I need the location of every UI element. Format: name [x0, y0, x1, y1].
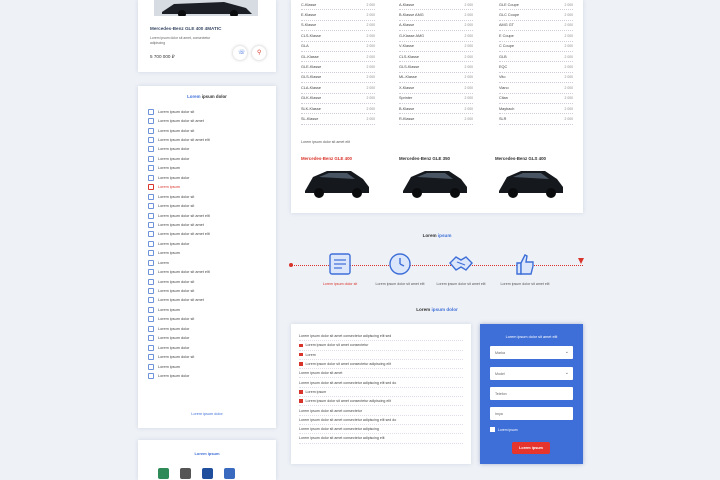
- offer-card[interactable]: [399, 156, 479, 199]
- model-row[interactable]: [399, 42, 473, 52]
- brand-select[interactable]: [490, 346, 573, 359]
- text-line: [299, 332, 463, 341]
- model-select[interactable]: [490, 367, 573, 380]
- clock-icon: [387, 251, 413, 277]
- car-info: Lorem ipsum dolor sit amet, consectetur adipiscing: [150, 36, 211, 45]
- text-line-content: Lorem ipsum dolor sit amet consectetur adipiscing elit sed do: [299, 380, 397, 385]
- sidebar-item-label: Lorem ipsum dolor sit: [158, 204, 195, 209]
- sidebar-item[interactable]: [148, 267, 210, 276]
- service-icon: [148, 156, 154, 162]
- model-row[interactable]: [399, 52, 473, 62]
- text-line-content: Lorem ipsum dolor sit amet consectetur: [299, 408, 362, 413]
- model-price: 2 000: [564, 96, 573, 101]
- sidebar-item[interactable]: [148, 116, 210, 125]
- model-row[interactable]: [499, 73, 573, 83]
- sidebar-item-label: Lorem ipsum dolor sit: [158, 128, 195, 133]
- sidebar-item-label: Lorem ipsum dolor: [158, 147, 190, 152]
- model-price: 2 000: [464, 75, 473, 80]
- sidebar-item[interactable]: [148, 258, 210, 267]
- service-icon: [148, 354, 154, 360]
- model-row[interactable]: [399, 10, 473, 20]
- models-column: [499, 0, 573, 125]
- text-line: [299, 388, 463, 397]
- sidebar-item[interactable]: [148, 230, 210, 239]
- service-icon: [148, 269, 154, 275]
- model-name: GLA: [301, 44, 309, 49]
- model-price: 2 000: [366, 44, 375, 49]
- text-line-content: Lorem ipsum dolor sit amet consectetur adipiscing: [299, 427, 379, 432]
- steps-title: [291, 233, 583, 238]
- sidebar-item-label: Lorem ipsum dolor sit amet: [158, 298, 204, 303]
- sidebar-item[interactable]: [148, 352, 210, 361]
- sidebar-item-label: Lorem ipsum dolor sit amet elit: [158, 232, 210, 237]
- model-name: R-Klasse: [399, 116, 415, 121]
- call-button[interactable]: [233, 46, 247, 60]
- model-name: AMG GT: [499, 23, 514, 28]
- offer-card[interactable]: [301, 156, 381, 199]
- sidebar-item[interactable]: [148, 343, 210, 352]
- model-price: 2 000: [366, 65, 375, 70]
- model-name: E Coupe: [499, 33, 514, 38]
- model-name: GLB: [499, 54, 507, 59]
- sidebar-item-label: Lorem ipsum dolor: [158, 373, 190, 378]
- bullet-icon: [299, 344, 303, 348]
- text-line-content: Lorem ipsum: [305, 389, 327, 394]
- model-name: GLS-Klasse: [301, 75, 322, 80]
- model-name: GLS-Klasse: [399, 65, 420, 70]
- model-row[interactable]: [399, 62, 473, 72]
- sidebar-item[interactable]: [148, 126, 210, 135]
- offer-card[interactable]: [495, 156, 575, 199]
- model-row[interactable]: [499, 114, 573, 124]
- service-icon: [148, 146, 154, 152]
- model-name: CLS-Klasse: [399, 54, 420, 59]
- request-form: [480, 324, 583, 464]
- offer-name: Mercedes-Benz GLE 400: [301, 156, 353, 161]
- steps-title-accent: ipsum: [437, 233, 452, 238]
- chevron-down-icon: ⌄: [564, 349, 569, 355]
- sidebar-item-label: Lorem ipsum dolor sit: [158, 317, 195, 322]
- name-input[interactable]: [490, 407, 573, 420]
- sidebar-item[interactable]: [148, 305, 210, 314]
- sidebar-item-label: Lorem ipsum dolor: [158, 326, 190, 331]
- model-row[interactable]: [499, 10, 573, 20]
- text-line-content: Lorem: [305, 352, 316, 357]
- sidebar-item-label: Lorem: [158, 260, 169, 265]
- model-row[interactable]: [301, 52, 375, 62]
- checkbox-box[interactable]: [490, 427, 495, 432]
- sidebar-item[interactable]: [148, 211, 210, 220]
- service-icon: [148, 137, 154, 143]
- step-text: Lorem ipsum dolor sit: [322, 282, 358, 286]
- service-icon: [148, 260, 154, 266]
- model-row[interactable]: [499, 42, 573, 52]
- text-line-content: Lorem ipsum dolor sit amet: [299, 371, 343, 376]
- model-row[interactable]: [301, 94, 375, 104]
- step-text: Lorem ipsum dolor sit amet elit: [436, 282, 486, 286]
- text-line-content: Lorem ipsum dolor sit amet consectetur adipiscing elit: [299, 436, 385, 441]
- compare-title: Lorem ipsum dolor sit amet elit: [301, 140, 350, 144]
- step-item: [365, 251, 435, 287]
- model-price: 2 000: [464, 65, 473, 70]
- sidebar-item[interactable]: [148, 362, 210, 371]
- model-row[interactable]: [499, 62, 573, 72]
- model-price: 2 000: [564, 2, 573, 7]
- sidebar-item[interactable]: [148, 286, 210, 295]
- model-row[interactable]: [399, 31, 473, 41]
- brands-panel: [138, 440, 276, 480]
- models-column: [399, 0, 473, 125]
- model-row[interactable]: [301, 114, 375, 124]
- offer-name: Mercedes-Benz GLS 400: [495, 156, 547, 161]
- model-name: C Coupe: [499, 44, 514, 49]
- model-row[interactable]: [399, 0, 473, 10]
- document-icon: [327, 251, 353, 277]
- sidebar-item-label: Lorem ipsum dolor: [158, 345, 190, 350]
- car-card: [138, 0, 276, 72]
- brand-logo[interactable]: [202, 468, 213, 479]
- sidebar-item[interactable]: [148, 183, 210, 192]
- bottom-title: [291, 307, 583, 312]
- service-icon: [148, 128, 154, 134]
- text-line-content: Lorem ipsum dolor sit amet consectetur adipiscing elit sed: [299, 334, 392, 339]
- map-button[interactable]: [252, 46, 266, 60]
- text-line: [299, 425, 463, 434]
- models-column: [301, 0, 375, 125]
- model-price: 2 000: [366, 96, 375, 101]
- service-icon: [148, 316, 154, 322]
- offer-name: Mercedes-Benz GLE 350: [399, 156, 451, 161]
- sidebar-list: [148, 107, 210, 381]
- bottom-title-accent: ipsum dolor: [431, 307, 458, 312]
- model-price: 2 000: [366, 106, 375, 111]
- sidebar-item[interactable]: [148, 249, 210, 258]
- sidebar-item-label: Lorem ipsum dolor: [158, 175, 190, 180]
- model-name: B-Klasse: [399, 106, 415, 111]
- phone-icon: ☏: [238, 50, 246, 56]
- bottom-title-text: Lorem: [416, 307, 431, 312]
- checkbox-label: Lorem ipsum: [498, 427, 518, 432]
- model-name: B-Klasse AMG: [399, 13, 424, 18]
- model-name: GLK-Klasse: [301, 96, 322, 101]
- model-price: 2 000: [366, 33, 375, 38]
- model-select-value: Model: [495, 371, 505, 376]
- sidebar-heading: [138, 94, 276, 99]
- offer-car-image: [495, 165, 567, 199]
- sidebar-item-label: Lorem ipsum: [158, 364, 180, 369]
- steps-line-start-dot: [289, 263, 293, 267]
- sidebar-item-label: Lorem ipsum: [158, 251, 180, 256]
- model-name: X-Klasse: [399, 85, 415, 90]
- thumbs-up-icon: [512, 251, 538, 277]
- model-price: 2 000: [564, 106, 573, 111]
- sidebar-item-label: Lorem ipsum: [158, 185, 180, 190]
- model-name: CLS-Klasse: [301, 33, 322, 38]
- services-sidebar: [138, 86, 276, 428]
- consent-checkbox[interactable]: [490, 427, 518, 432]
- offer-car-image: [399, 165, 471, 199]
- model-price: 2 000: [464, 106, 473, 111]
- service-icon: [148, 364, 154, 370]
- sidebar-more-link[interactable]: Lorem ipsum dolor: [191, 412, 223, 416]
- service-icon: [148, 213, 154, 219]
- text-line: [299, 360, 463, 369]
- model-price: 2 000: [366, 54, 375, 59]
- model-name: GLE Coupe: [499, 2, 519, 7]
- models-panel: [291, 0, 583, 213]
- model-price: 2 000: [564, 65, 573, 70]
- model-price: 2 000: [564, 44, 573, 49]
- model-row[interactable]: [499, 52, 573, 62]
- sidebar-item-label: Lorem ipsum dolor sit: [158, 194, 195, 199]
- model-price: 2 000: [564, 23, 573, 28]
- model-row[interactable]: [499, 104, 573, 114]
- service-icon: [148, 288, 154, 294]
- model-row[interactable]: [399, 114, 473, 124]
- model-name: A-Klasse: [399, 23, 415, 28]
- location-icon: ⚲: [257, 50, 262, 56]
- brand-logo[interactable]: [158, 468, 169, 479]
- model-price: 2 000: [564, 85, 573, 90]
- service-icon: [148, 297, 154, 303]
- model-name: Sprinter: [399, 96, 413, 101]
- model-price: 2 000: [366, 2, 375, 7]
- model-price: 2 000: [464, 44, 473, 49]
- model-name: Maybach: [499, 106, 515, 111]
- service-icon: [148, 222, 154, 228]
- sidebar-item[interactable]: [148, 277, 210, 286]
- model-price: 2 000: [564, 75, 573, 80]
- sidebar-item[interactable]: [148, 296, 210, 305]
- service-icon: [148, 241, 154, 247]
- steps-line-end-marker: [578, 258, 584, 264]
- sidebar-item[interactable]: [148, 192, 210, 201]
- steps-title-text: Lorem: [422, 233, 437, 238]
- form-title: Lorem ipsum dolor sit amet elit: [505, 335, 558, 339]
- sidebar-item-label: Lorem ipsum dolor sit amet: [158, 222, 204, 227]
- handshake-icon: [448, 251, 474, 277]
- step-item: [490, 251, 560, 287]
- text-line-content: Lorem ipsum dolor sit amet consectetur adipiscing elit sed do: [299, 417, 397, 422]
- text-line: [299, 416, 463, 425]
- bullet-icon: [299, 399, 303, 403]
- text-line: [299, 369, 463, 378]
- service-icon: [148, 279, 154, 285]
- sidebar-item[interactable]: [148, 145, 210, 154]
- text-line: [299, 351, 463, 360]
- model-name: SL-Klasse: [301, 116, 319, 121]
- car-image: [154, 0, 258, 16]
- model-name: G-Klasse AMG: [399, 33, 425, 38]
- model-price: 2 000: [464, 13, 473, 18]
- sidebar-item[interactable]: [148, 135, 210, 144]
- service-icon: [148, 165, 154, 171]
- model-name: Vito: [499, 75, 506, 80]
- model-price: 2 000: [564, 33, 573, 38]
- model-row[interactable]: [399, 94, 473, 104]
- model-name: Citan: [499, 96, 508, 101]
- brand-select-value: Marka: [495, 350, 505, 355]
- service-icon: [148, 335, 154, 341]
- text-line: [299, 406, 463, 415]
- model-row[interactable]: [499, 31, 573, 41]
- sidebar-item[interactable]: [148, 201, 210, 210]
- model-price: 2 000: [366, 116, 375, 121]
- model-row[interactable]: [301, 42, 375, 52]
- sidebar-item-label: Lorem ipsum dolor sit: [158, 355, 195, 360]
- bullet-icon: [299, 390, 303, 394]
- model-name: A-Klasse: [399, 2, 415, 7]
- model-row[interactable]: [301, 21, 375, 31]
- model-row[interactable]: [399, 21, 473, 31]
- service-icon: [148, 203, 154, 209]
- service-icon: [148, 118, 154, 124]
- model-price: 2 000: [366, 85, 375, 90]
- step-item: [426, 251, 496, 287]
- model-name: GLC Coupe: [499, 13, 520, 18]
- model-price: 2 000: [464, 2, 473, 7]
- service-icon: [148, 194, 154, 200]
- sidebar-item[interactable]: [148, 371, 210, 380]
- sidebar-item-label: Lorem ipsum dolor sit: [158, 279, 195, 284]
- chevron-down-icon: ⌄: [564, 370, 569, 376]
- model-row[interactable]: [399, 104, 473, 114]
- phone-input[interactable]: [490, 387, 573, 400]
- model-row[interactable]: [399, 73, 473, 83]
- offer-car-image: [301, 165, 373, 199]
- model-price: 2 000: [564, 54, 573, 59]
- model-price: 2 000: [464, 96, 473, 101]
- model-price: 2 000: [366, 75, 375, 80]
- step-text: Lorem ipsum dolor sit amet elit: [375, 282, 425, 286]
- model-row[interactable]: [499, 83, 573, 93]
- model-name: CLA-Klasse: [301, 85, 322, 90]
- model-price: 2 000: [564, 13, 573, 18]
- sidebar-item[interactable]: [148, 107, 210, 116]
- sidebar-item-label: Lorem ipsum dolor: [158, 241, 190, 246]
- model-name: SLK-Klasse: [301, 106, 321, 111]
- text-line: [299, 341, 463, 350]
- sidebar-item-label: Lorem ipsum: [158, 166, 180, 171]
- sidebar-item[interactable]: [148, 315, 210, 324]
- info-text-box: [291, 324, 471, 464]
- sidebar-heading-text: ipsum dolor: [201, 94, 227, 99]
- sidebar-item-label: Lorem ipsum dolor sit amet elit: [158, 213, 210, 218]
- model-row[interactable]: [301, 31, 375, 41]
- sidebar-item-label: Lorem ipsum: [158, 307, 180, 312]
- service-icon: [148, 175, 154, 181]
- model-row[interactable]: [301, 104, 375, 114]
- model-price: 2 000: [464, 54, 473, 59]
- car-title: Mercedes-Benz GLE 400 4MATIC: [150, 26, 222, 31]
- sidebar-item[interactable]: [148, 220, 210, 229]
- model-row[interactable]: [499, 21, 573, 31]
- model-name: V-Klasse: [399, 44, 414, 49]
- model-row[interactable]: [499, 94, 573, 104]
- sidebar-item-label: Lorem ipsum dolor sit amet: [158, 119, 204, 124]
- model-price: 2 000: [366, 13, 375, 18]
- sidebar-item[interactable]: [148, 334, 210, 343]
- phone-input-placeholder: Telefon: [495, 391, 507, 396]
- model-price: 2 000: [464, 85, 473, 90]
- service-icon: [148, 250, 154, 256]
- model-row[interactable]: [301, 83, 375, 93]
- sidebar-heading-accent: Lorem: [187, 94, 201, 99]
- text-line: [299, 434, 463, 443]
- brand-logo[interactable]: [224, 468, 235, 479]
- car-price: 5 700 000 ₽: [150, 54, 175, 59]
- model-row[interactable]: [301, 62, 375, 72]
- model-row[interactable]: [301, 0, 375, 10]
- model-row[interactable]: [301, 73, 375, 83]
- model-name: GL-Klasse: [301, 54, 319, 59]
- model-price: 2 000: [464, 116, 473, 121]
- service-icon: [148, 109, 154, 115]
- model-name: SLR: [499, 116, 507, 121]
- step-text: Lorem ipsum dolor sit amet elit: [500, 282, 550, 286]
- model-name: EQC: [499, 65, 508, 70]
- sidebar-item-label: Lorem ipsum dolor sit amet elit: [158, 270, 210, 275]
- sidebar-item-label: Lorem ipsum dolor sit: [158, 109, 195, 114]
- service-icon: [148, 231, 154, 237]
- service-icon: [148, 345, 154, 351]
- brands-heading: Lorem ipsum: [194, 451, 220, 456]
- model-price: 2 000: [464, 23, 473, 28]
- sidebar-item-label: Lorem ipsum dolor sit amet elit: [158, 138, 210, 143]
- model-row[interactable]: [301, 10, 375, 20]
- model-row[interactable]: [499, 0, 573, 10]
- model-name: C-Klasse: [301, 2, 317, 7]
- text-line-content: Lorem ipsum dolor sit amet consectetur adipiscing elit: [305, 399, 391, 404]
- model-name: S-Klasse: [301, 23, 317, 28]
- sidebar-item[interactable]: [148, 173, 210, 182]
- sidebar-item-label: Lorem ipsum dolor: [158, 156, 190, 161]
- text-line: [299, 397, 463, 406]
- model-name: GLE-Klasse: [301, 65, 322, 70]
- text-line-content: Lorem ipsum dolor sit amet consectetur: [305, 343, 369, 348]
- bullet-icon: [299, 353, 303, 357]
- sidebar-item-label: Lorem ipsum dolor sit: [158, 289, 195, 294]
- text-line: [299, 378, 463, 387]
- submit-button[interactable]: Lorem ipsum: [512, 442, 550, 454]
- service-icon: [148, 326, 154, 332]
- model-name: ML-Klasse: [399, 75, 417, 80]
- model-name: Viano: [499, 85, 509, 90]
- sidebar-item-label: Lorem ipsum dolor: [158, 336, 190, 341]
- model-row[interactable]: [399, 83, 473, 93]
- name-input-placeholder: Imya: [495, 411, 503, 416]
- sidebar-item[interactable]: [148, 164, 210, 173]
- model-price: 2 000: [464, 33, 473, 38]
- service-icon: [148, 373, 154, 379]
- model-price: 2 000: [366, 23, 375, 28]
- sidebar-item[interactable]: [148, 324, 210, 333]
- sidebar-item[interactable]: [148, 154, 210, 163]
- text-line-content: Lorem ipsum dolor sit amet consectetur adipiscing elit: [305, 362, 391, 367]
- sidebar-item[interactable]: [148, 239, 210, 248]
- brand-logo[interactable]: [180, 468, 191, 479]
- bullet-icon: [299, 362, 303, 366]
- model-price: 2 000: [564, 116, 573, 121]
- model-name: E-Klasse: [301, 13, 317, 18]
- service-icon: [148, 307, 154, 313]
- service-icon: [148, 184, 154, 190]
